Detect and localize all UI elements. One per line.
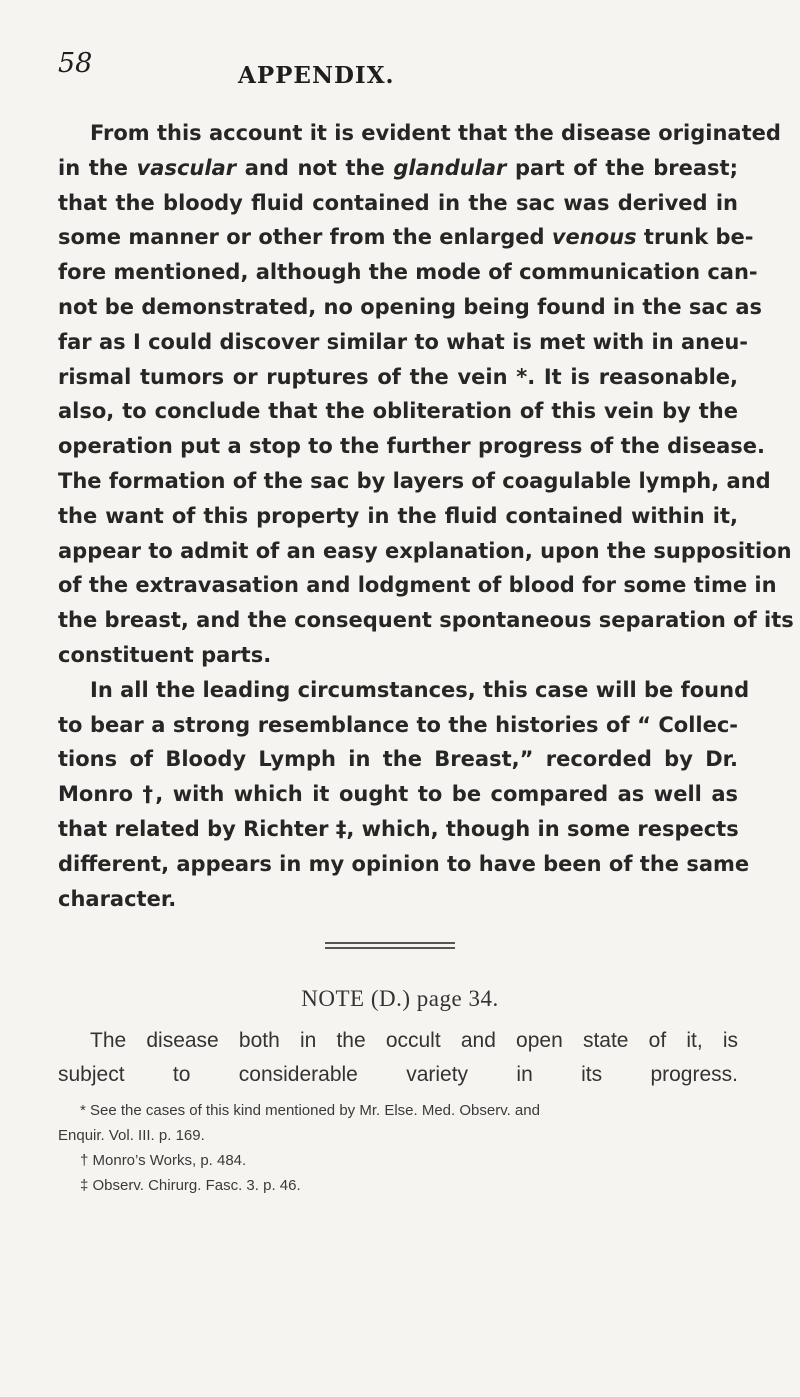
- text-run: trunk be-: [636, 225, 754, 250]
- text-line: the breast, and the consequent spontaneous separation of its: [58, 608, 794, 633]
- text-line: constituent parts.: [58, 642, 272, 667]
- text-line: that related by Richter ‡, which, though in some respects: [58, 816, 739, 841]
- text-line: that the bloody fluid contained in the sac was derived in: [58, 190, 738, 215]
- paragraph-2: [58, 673, 750, 917]
- page-header: [58, 48, 798, 106]
- footnote-1-continued: Enquir. Vol. III. p. 169.: [58, 1127, 205, 1144]
- text-line: rismal tumors or ruptures of the vein *. It is reasonable,: [58, 364, 738, 389]
- text-line: Monro †, with which it ought to be compared as well as: [58, 782, 738, 807]
- text-run: part of the breast;: [506, 155, 738, 180]
- footnote-1: * See the cases of this kind mentioned by Mr. Else. Med. Observ. and: [80, 1102, 540, 1119]
- text-line: the want of this property in the fluid contained within it,: [58, 503, 738, 528]
- emphasis-venous: venous: [551, 225, 637, 250]
- section-divider-bottom: [325, 947, 455, 949]
- main-text: [58, 116, 794, 916]
- paragraph-1: [58, 116, 794, 673]
- page-number: 58: [58, 48, 93, 79]
- text-run: and not the: [236, 155, 394, 180]
- footnote-3: ‡ Observ. Chirurg. Fasc. 3. p. 46.: [80, 1177, 301, 1194]
- text-run: in the: [58, 155, 137, 180]
- text-line: subject to considerable variety in its progress.: [58, 1063, 738, 1086]
- emphasis-vascular: vascular: [136, 155, 237, 180]
- text-line: In all the leading circumstances, this case will be found: [90, 677, 750, 702]
- text-line: of the extravasation and lodgment of blood for some time in: [58, 573, 777, 598]
- emphasis-glandular: glandular: [393, 155, 507, 180]
- text-line: to bear a strong resemblance to the histories of “ Collec-: [58, 712, 738, 737]
- text-line: From this account it is evident that the disease originated: [90, 121, 781, 145]
- footnote-2: † Monro’s Works, p. 484.: [80, 1152, 247, 1169]
- text-line: appear to admit of an easy explanation, upon the supposition: [58, 538, 792, 563]
- text-line: [58, 151, 738, 186]
- text-line: also, to conclude that the obliteration of this vein by the: [58, 399, 738, 424]
- text-run: some manner or other from the enlarged: [58, 225, 552, 250]
- text-line: [58, 220, 754, 255]
- text-line: operation put a stop to the further progress of the disease.: [58, 434, 765, 459]
- text-line: far as I could discover similar to what is met with in aneu-: [58, 329, 748, 354]
- footnotes: [58, 1098, 738, 1198]
- text-line: tions of Bloody Lymph in the Breast,” recorded by Dr.: [58, 747, 738, 772]
- text-line: different, appears in my opinion to have been of the same: [58, 851, 750, 876]
- section-divider-top: [325, 942, 455, 944]
- note-heading: NOTE (D.) page 34.: [301, 986, 499, 1011]
- text-line: The disease both in the occult and open state of it, is: [90, 1029, 738, 1052]
- note-text: [58, 1024, 738, 1092]
- text-line: character.: [58, 886, 177, 911]
- text-line: The formation of the sac by layers of coagulable lymph, and: [58, 468, 771, 493]
- text-line: not be demonstrated, no opening being found in the sac as: [58, 294, 763, 319]
- running-head: APPENDIX.: [238, 62, 395, 89]
- text-line: fore mentioned, although the mode of communication can-: [58, 260, 758, 285]
